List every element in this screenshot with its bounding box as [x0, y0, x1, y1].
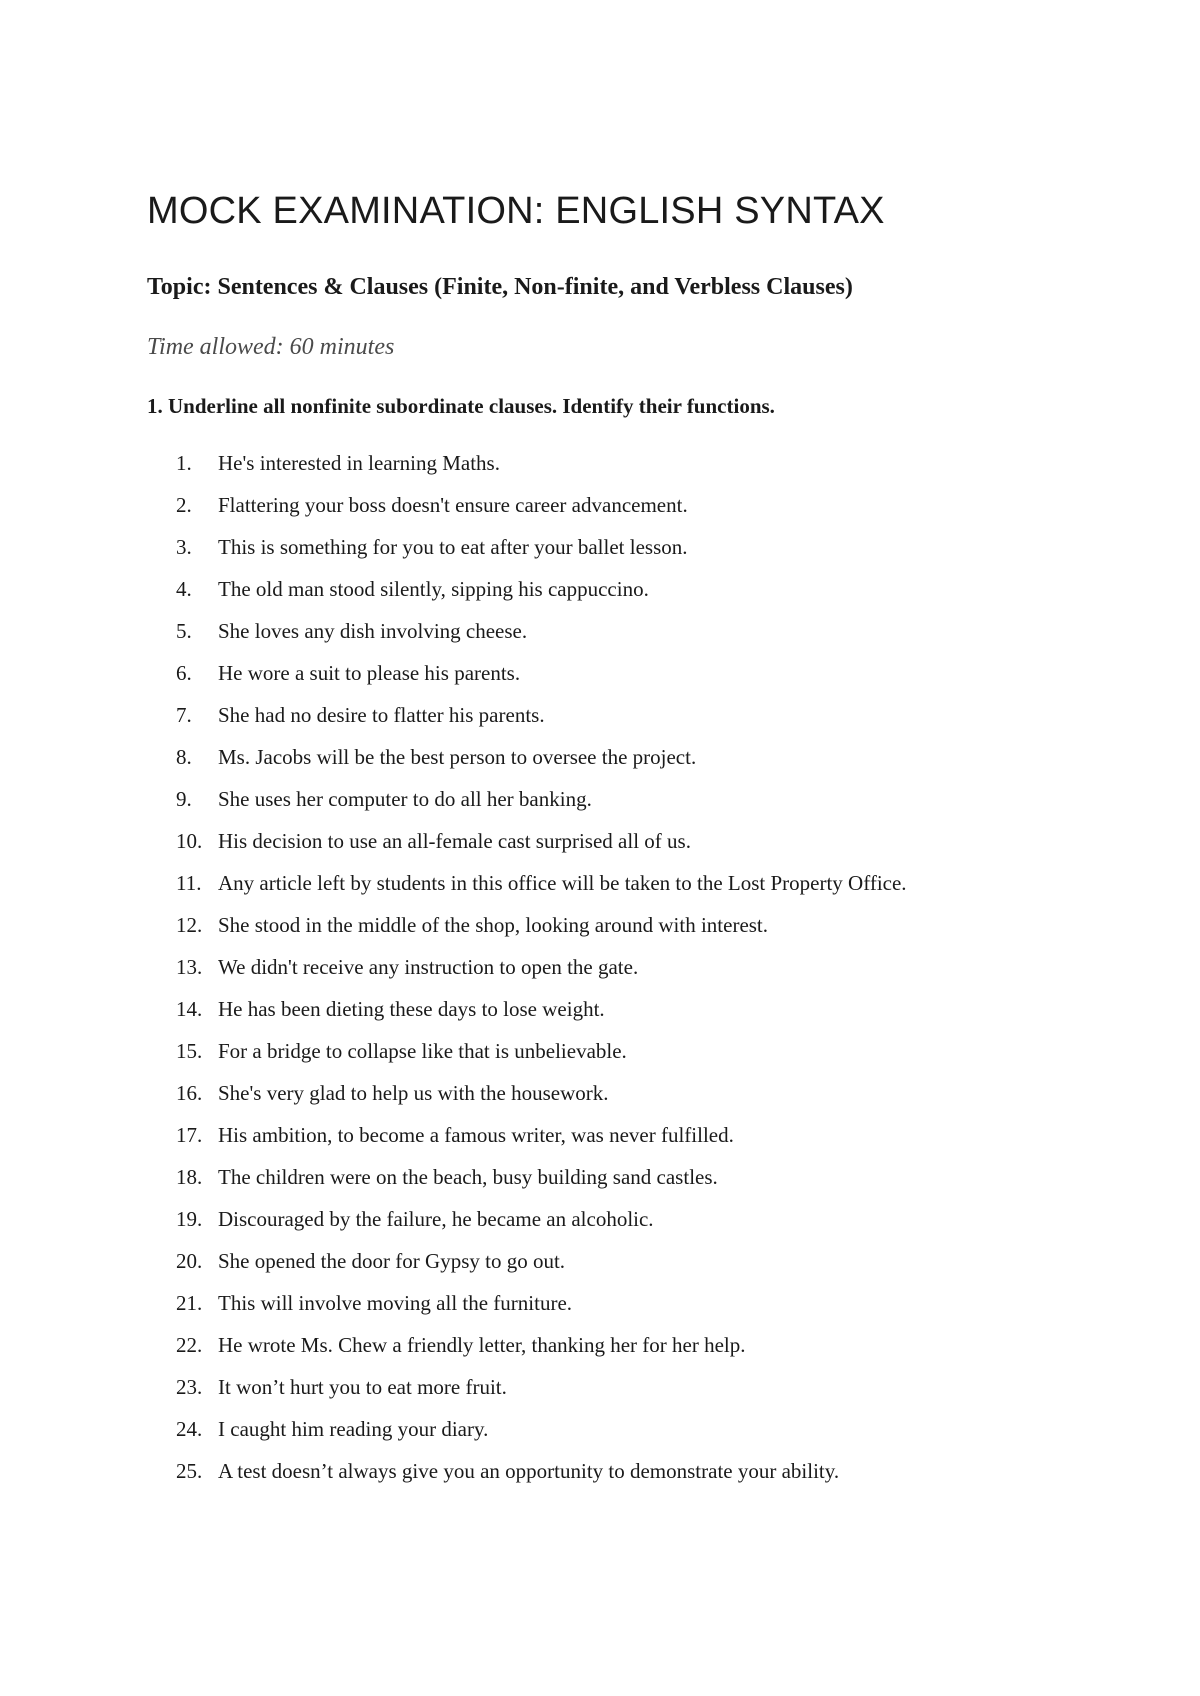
item-number: 16.: [176, 1081, 203, 1105]
item-number: 18.: [176, 1165, 203, 1189]
item-text: He wrote Ms. Chew a friendly letter, thanking her for her help.: [218, 1333, 746, 1357]
item-number: 2.: [176, 493, 192, 517]
item-number: 3.: [176, 535, 192, 559]
item-text: She's very glad to help us with the housework.: [218, 1081, 609, 1105]
list-item: [176, 1331, 907, 1373]
list-item: [176, 1163, 907, 1205]
list-item: [176, 1457, 907, 1499]
list-item: [176, 953, 907, 995]
item-number: 21.: [176, 1291, 203, 1315]
item-number: 19.: [176, 1207, 203, 1231]
list-item: [176, 1205, 907, 1247]
item-number: 8.: [176, 745, 192, 769]
list-item: [176, 1247, 907, 1289]
list-item: [176, 1121, 907, 1163]
item-text: She uses her computer to do all her banking.: [218, 787, 592, 811]
item-text: His decision to use an all-female cast surprised all of us.: [218, 829, 691, 853]
item-text: For a bridge to collapse like that is unbelievable.: [218, 1039, 627, 1063]
item-number: 9.: [176, 787, 192, 811]
item-number: 1.: [176, 451, 192, 475]
item-number: 17.: [176, 1123, 203, 1147]
item-text: This is something for you to eat after your ballet lesson.: [218, 535, 688, 559]
list-item: [176, 827, 907, 869]
item-text: A test doesn’t always give you an opportunity to demonstrate your ability.: [218, 1459, 840, 1483]
item-text: She opened the door for Gypsy to go out.: [218, 1249, 566, 1273]
item-text: This will involve moving all the furniture.: [218, 1291, 573, 1315]
item-number: 4.: [176, 577, 192, 601]
item-number: 14.: [176, 997, 203, 1021]
list-item: [176, 1373, 907, 1415]
list-item: [176, 701, 907, 743]
item-number: 20.: [176, 1249, 203, 1273]
list-item: [176, 449, 907, 491]
item-text: He's interested in learning Maths.: [218, 451, 500, 475]
item-text: Discouraged by the failure, he became an alcoholic.: [218, 1207, 654, 1231]
list-item: [176, 995, 907, 1037]
question-instruction: 1. Underline all nonfinite subordinate clauses. Identify their functions.: [147, 394, 775, 418]
item-number: 11.: [176, 871, 202, 895]
list-item: [176, 1415, 907, 1457]
list-item: [176, 533, 907, 575]
list-item: [176, 659, 907, 701]
item-number: 24.: [176, 1417, 203, 1441]
item-number: 10.: [176, 829, 203, 853]
time-allowed: Time allowed: 60 minutes: [147, 334, 395, 360]
list-item: [176, 785, 907, 827]
list-item: [176, 575, 907, 617]
item-number: 13.: [176, 955, 203, 979]
item-text: Flattering your boss doesn't ensure career advancement.: [218, 493, 688, 517]
item-text: The children were on the beach, busy building sand castles.: [218, 1165, 718, 1189]
item-text: She loves any dish involving cheese.: [218, 619, 528, 643]
list-item: [176, 1289, 907, 1331]
item-number: 6.: [176, 661, 192, 685]
item-number: 22.: [176, 1333, 203, 1357]
list-item: [176, 743, 907, 785]
item-number: 7.: [176, 703, 192, 727]
item-text: Any article left by students in this office will be taken to the Lost Property Office.: [218, 871, 907, 895]
item-text: He wore a suit to please his parents.: [218, 661, 521, 685]
list-item: [176, 1079, 907, 1121]
item-number: 12.: [176, 913, 203, 937]
item-text: It won’t hurt you to eat more fruit.: [218, 1375, 507, 1399]
item-text: I caught him reading your diary.: [218, 1417, 489, 1441]
item-text: We didn't receive any instruction to open the gate.: [218, 955, 639, 979]
item-number: 15.: [176, 1039, 203, 1063]
topic-heading: Topic: Sentences & Clauses (Finite, Non-finite, and Verbless Clauses): [147, 274, 853, 300]
item-text: She stood in the middle of the shop, looking around with interest.: [218, 913, 769, 937]
item-text: He has been dieting these days to lose weight.: [218, 997, 605, 1021]
list-item: [176, 1037, 907, 1079]
sentence-list: [176, 449, 907, 1499]
list-item: [176, 911, 907, 953]
item-text: Ms. Jacobs will be the best person to oversee the project.: [218, 745, 697, 769]
item-number: 5.: [176, 619, 192, 643]
list-item: [176, 491, 907, 533]
item-text: His ambition, to become a famous writer, was never fulfilled.: [218, 1123, 734, 1147]
page-title: MOCK EXAMINATION: ENGLISH SYNTAX: [147, 190, 885, 232]
item-number: 23.: [176, 1375, 203, 1399]
item-number: 25.: [176, 1459, 203, 1483]
list-item: [176, 869, 907, 911]
item-text: The old man stood silently, sipping his cappuccino.: [218, 577, 649, 601]
item-text: She had no desire to flatter his parents.: [218, 703, 545, 727]
list-item: [176, 617, 907, 659]
